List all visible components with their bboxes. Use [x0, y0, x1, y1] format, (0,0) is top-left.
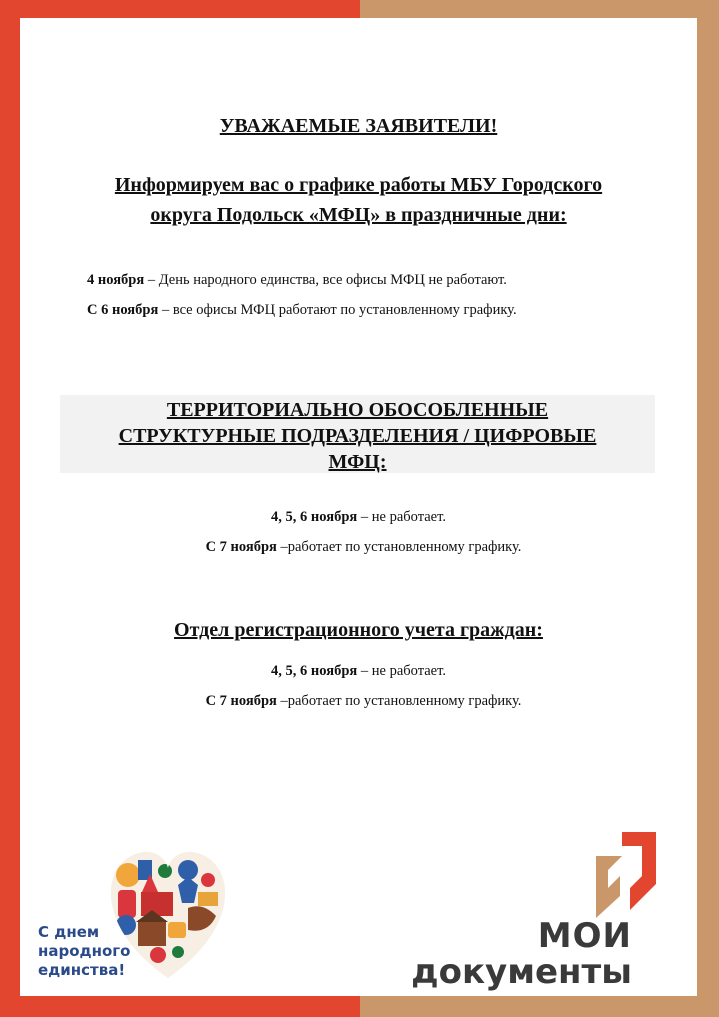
- territorial-row-1-date: 4, 5, 6 ноября: [271, 509, 358, 525]
- registration-row-1: [20, 663, 697, 680]
- registration-row-1-date: 4, 5, 6 ноября: [271, 663, 358, 679]
- mfc-emblem-icon: [592, 826, 660, 918]
- territorial-row-1: [20, 509, 697, 526]
- brand-line1: МОИ: [537, 916, 632, 956]
- caption-line3: единства!: [38, 961, 126, 979]
- territorial-row-2-text: –работает по установленному графику.: [276, 539, 522, 555]
- notice-sheet: [20, 18, 697, 996]
- territorial-row-2-date: С 7 ноября: [205, 539, 277, 555]
- caption-line1: С днем: [38, 923, 100, 941]
- registration-title: Отдел регистрационного учета граждан:: [174, 619, 543, 641]
- greeting-heading: УВАЖАЕМЫЕ ЗАЯВИТЕЛИ!: [219, 115, 498, 137]
- unity-day-caption: [38, 923, 130, 980]
- info-heading-line1: Информируем вас о графике работы МБУ Городского: [114, 174, 603, 196]
- territorial-title-line3: МФЦ:: [328, 451, 387, 473]
- brand-line2: документы: [411, 952, 632, 992]
- general-row-1-date: 4 ноября: [87, 272, 145, 288]
- registration-row-1-text: – не работает.: [357, 663, 446, 679]
- territorial-heading-block: [60, 395, 655, 473]
- territorial-title-line1: ТЕРРИТОРИАЛЬНО ОБОСОБЛЕННЫЕ: [166, 399, 549, 421]
- registration-row-2-date: С 7 ноября: [205, 693, 277, 709]
- territorial-row-1-text: – не работает.: [357, 509, 446, 525]
- moi-dokumenty-wordmark: [411, 918, 632, 990]
- general-row-1-text: – День народного единства, все офисы МФЦ не работают.: [144, 272, 507, 288]
- general-row-2-date: С 6 ноября: [87, 302, 159, 318]
- general-row-1: [87, 272, 687, 289]
- caption-line2: народного: [38, 942, 131, 960]
- registration-row-2-text: –работает по установленному графику.: [276, 693, 522, 709]
- general-row-2-text: – все офисы МФЦ работают по установленному графику.: [158, 302, 517, 318]
- territorial-row-2: [25, 539, 702, 556]
- registration-row-2: [25, 693, 702, 710]
- mfc-logo-mark: [592, 826, 660, 923]
- territorial-title-line2: СТРУКТУРНЫЕ ПОДРАЗДЕЛЕНИЯ / ЦИФРОВЫЕ: [118, 425, 597, 447]
- info-heading-line2: округа Подольск «МФЦ» в праздничные дни:: [150, 204, 567, 226]
- general-row-2: [87, 302, 697, 319]
